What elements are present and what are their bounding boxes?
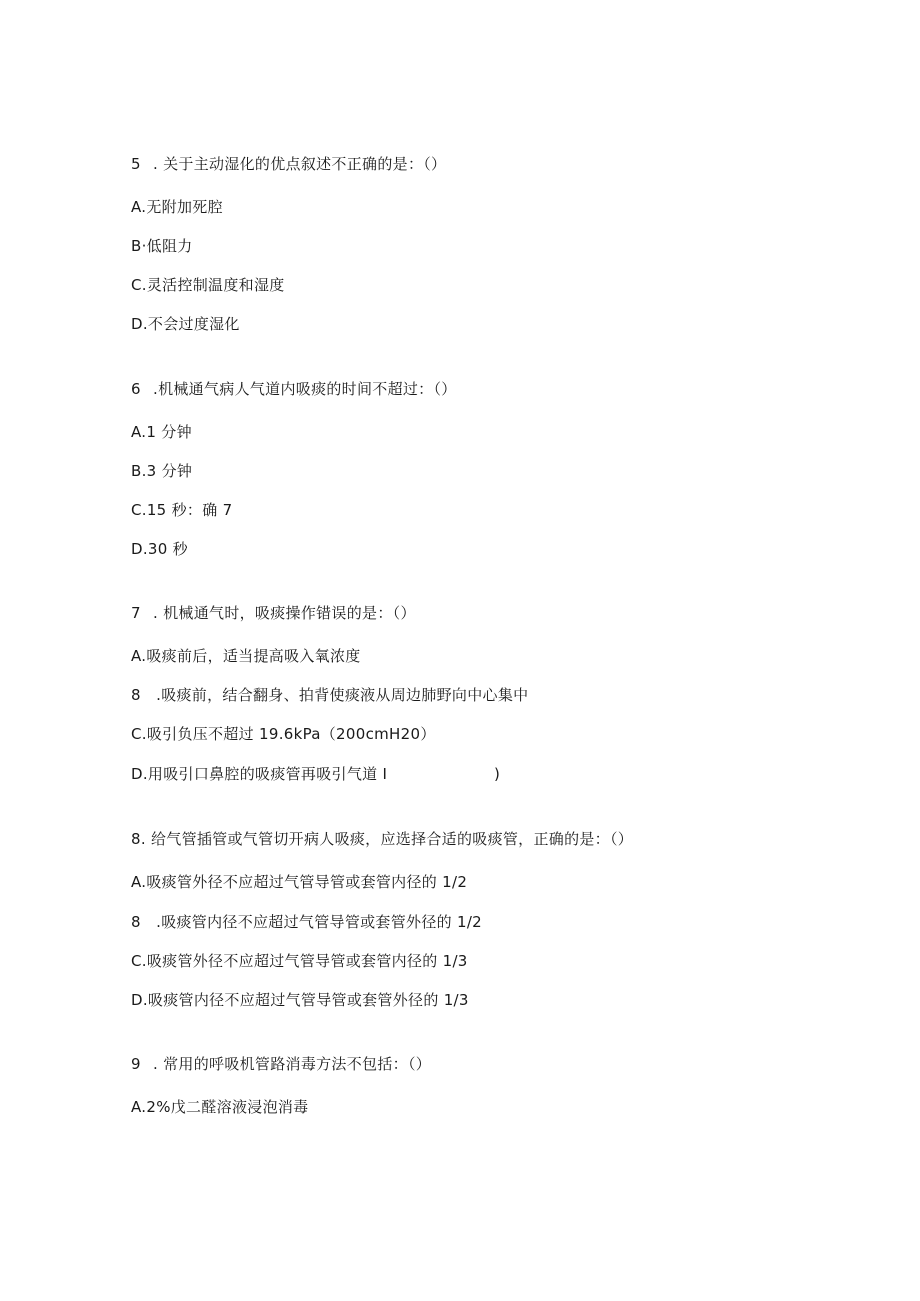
question-5-option-a: A.无附加死腔 [131, 198, 223, 216]
question-6-stem [131, 379, 457, 399]
question-5-option-c: C.灵活控制温度和湿度 [131, 276, 285, 294]
question-6-option-d: D.30 秒 [131, 540, 188, 558]
question-number: 5 [131, 155, 141, 173]
answer-blank-paren: ) [494, 765, 500, 783]
question-8-option-d: D.吸痰管内径不应超过气管导管或套管外径的 1/3 [131, 991, 469, 1009]
question-8-option-b: 8 .吸痰管内径不应超过气管导管或套管外径的 1/2 [131, 913, 483, 931]
question-8-option-c: C.吸痰管外径不应超过气管导管或套管内径的 1/3 [131, 952, 468, 970]
question-7-stem [131, 603, 416, 623]
question-text: .机械通气病人气道内吸痰的时间不超过：（） [153, 380, 457, 398]
question-number: 9 [131, 1055, 141, 1073]
question-6-option-b: B.3 分钟 [131, 462, 193, 480]
question-5-option-b: B·低阻力 [131, 237, 193, 255]
question-number: 6 [131, 380, 141, 398]
question-text: . 常用的呼吸机管路消毒方法不包括：（） [153, 1055, 432, 1073]
question-7-option-b: 8 .吸痰前，结合翻身、拍背使痰液从周边肺野向中心集中 [131, 686, 529, 704]
question-8-stem: 8. 给气管插管或气管切开病人吸痰，应选择合适的吸痰管，正确的是：（） [131, 830, 634, 848]
question-text: . 关于主动湿化的优点叙述不正确的是：（） [153, 155, 447, 173]
question-5-option-d: D.不会过度湿化 [131, 315, 240, 333]
question-8-option-a: A.吸痰管外径不应超过气管导管或套管内径的 1/2 [131, 873, 468, 891]
question-6-option-a: A.1 分钟 [131, 423, 192, 441]
question-7-option-a: A.吸痰前后，适当提高吸入氧浓度 [131, 647, 361, 665]
question-number: 7 [131, 604, 141, 622]
question-9-stem [131, 1054, 431, 1074]
question-7-option-d: D.用吸引口鼻腔的吸痰管再吸引气道 I [131, 765, 388, 783]
question-6-option-c: C.15 秒：确 7 [131, 501, 233, 519]
question-text: . 机械通气时，吸痰操作错误的是：（） [153, 604, 416, 622]
question-5-stem [131, 154, 446, 174]
question-7-option-c: C.吸引负压不超过 19.6kPa（200cmH20） [131, 725, 436, 743]
question-9-option-a: A.2%戊二醛溶液浸泡消毒 [131, 1098, 309, 1116]
